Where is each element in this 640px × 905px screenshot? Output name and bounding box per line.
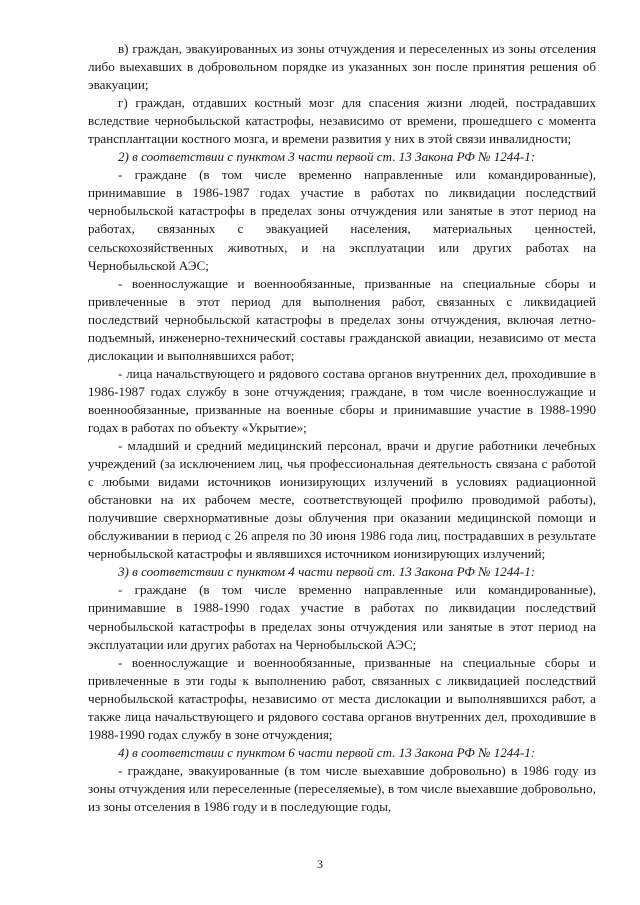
page-number: 3 — [317, 857, 323, 871]
list-item: - военнослужащие и военнообязанные, призванные на специальные сборы и привлеченные в эти годы к выполнению работ, связанных с ликвидацией последствий чернобыльской катастрофы, независимо от места дислокации и выполнявшихся работ, а также лица начальствующего и рядового состава органов внутренних дел, проходившие в 1988-1990 годах службу в зоне отчуждения; — [88, 654, 596, 742]
document-body — [88, 40, 596, 816]
list-item: - граждане, эвакуированные (в том числе выехавшие добровольно) в 1986 году из зоны отчуждения или переселенные (переселяемые), в том числе выехавшие добровольно, из зоны отселения в 1986 году и в последующие годы, — [88, 762, 596, 814]
paragraph-item-g: г) граждан, отдавших костный мозг для спасения жизни людей, пострадавших вследствие чернобыльской катастрофы, независимо от времени, прошедшего с момента трансплантации костного мозга, и времени развития у них в этой связи инвалидности; — [88, 95, 596, 147]
list-item: - лица начальствующего и рядового состава органов внутренних дел, проходившие в 1986-1987 годах службу в зоне отчуждения; граждане, в том числе военнослужащие и военнообязанные, призванные на военные сборы и принимавшие участие в 1988-1990 годах в работах по объекту «Укрытие»; — [88, 365, 596, 435]
section-heading-2: 2) в соответствии с пунктом 3 части первой ст. 13 Закона РФ № 1244-1: — [118, 149, 536, 165]
section-heading-3: 3) в соответствии с пунктом 4 части первой ст. 13 Закона РФ № 1244-1: — [118, 564, 536, 580]
list-item: - младший и средний медицинский персонал, врачи и другие работники лечебных учреждений (за исключением лиц, чья профессиональная деятельность связана с работой с любыми видами источников ионизирующих излучений в условиях радиационной обстановки на их рабочем месте, соответствующей профилю проводимой работы), получившие сверхнормативные дозы облучения при оказании медицинской помощи и обслуживании в период с 26 апреля по 30 июня 1986 года лиц, пострадавших в результате чернобыльской катастрофы и являвшихся источником ионизирующих излучений; — [88, 438, 596, 562]
paragraph-item-v: в) граждан, эвакуированных из зоны отчуждения и переселенных из зоны отселения либо выехавших в добровольном порядке из указанных зон после принятия решения об эвакуации; — [88, 41, 596, 93]
list-item: - граждане (в том числе временно направленные или командированные), принимавшие в 1986-1987 годах участие в работах по ликвидации последствий чернобыльской катастрофы в пределах зоны отчуждения или занятые в этот период на работах, связанных с эвакуацией населения, материальных ценностей, сельскохозяйственных животных, и на эксплуатации или других работах на Чернобыльской АЭС; — [88, 167, 596, 273]
section-heading-4: 4) в соответствии с пунктом 6 части первой ст. 13 Закона РФ № 1244-1: — [118, 744, 536, 760]
list-item: - граждане (в том числе временно направленные или командированные), принимавшие в 1988-1990 годах участие в работах по ликвидации последствий чернобыльской катастрофы в пределах зоны отчуждения или занятые в этот период на эксплуатации или других работах на Чернобыльской АЭС; — [88, 582, 596, 652]
list-item: - военнослужащие и военнообязанные, призванные на специальные сборы и привлеченные в этот период для выполнения работ, связанных с ликвидацией последствий чернобыльской катастрофы в пределах зоны отчуждения, включая летно-подъемный, инженерно-технический составы гражданской авиации, независимо от места дислокации и выполнявшихся работ; — [88, 275, 596, 363]
